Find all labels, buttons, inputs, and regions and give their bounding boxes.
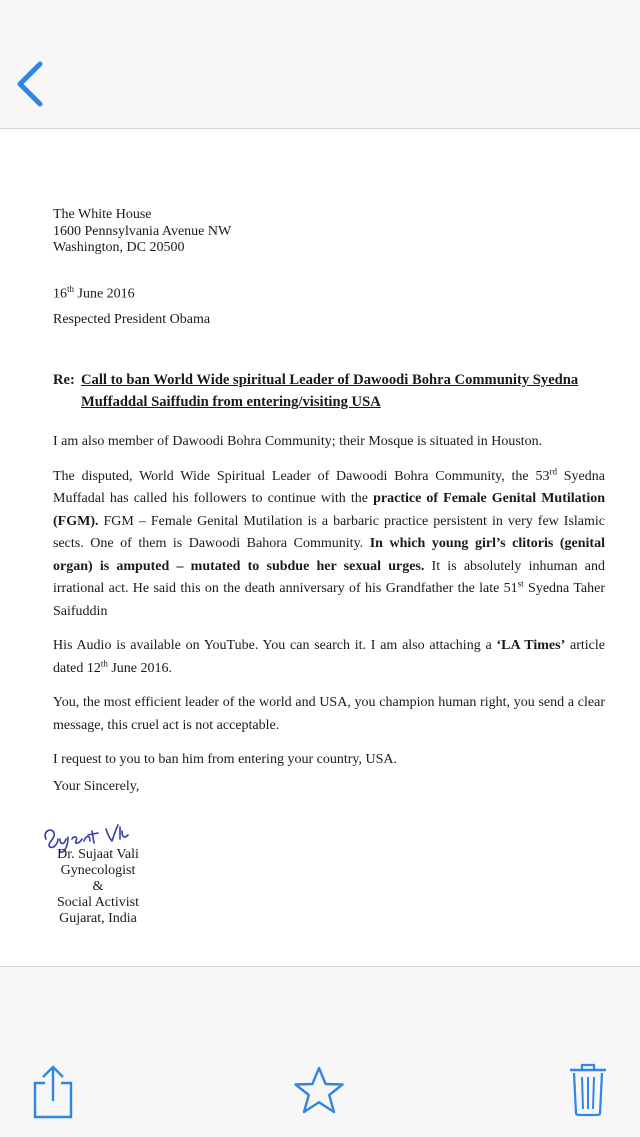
chevron-left-icon — [10, 58, 54, 110]
closing: Your Sincerely, — [53, 779, 140, 794]
recipient-address — [53, 207, 231, 257]
address-line: The White House — [53, 207, 152, 222]
address-line: Washington, DC 20500 — [53, 240, 185, 255]
paragraph-1: I am also member of Dawoodi Bohra Community; their Mosque is situated in Houston. — [53, 434, 543, 449]
top-navigation-bar — [0, 0, 640, 129]
address-line: 1600 Pennsylvania Avenue NW — [53, 223, 232, 239]
salutation: Respected President Obama — [53, 312, 211, 327]
signer-role: Social Activist — [56, 895, 140, 910]
signer-title: Gynecologist — [60, 863, 136, 878]
letter-document — [0, 129, 640, 965]
share-icon — [31, 1063, 75, 1119]
paragraph-3: His Audio is available on YouTube. You can search it. I am also attaching a ‘LA Times’ article dated 12th June 2016. — [53, 638, 605, 676]
paragraph-2: The disputed, World Wide Spiritual Leader of Dawoodi Bohra Community, the 53rd Syedna Muffadal has called his followers to continue with the practice of Female Genital Mutilation (FGM). FGM – Female Genital Mutilation is a barbaric practice persistent in very few Islamic sects. One of them is Dawoodi Bahora Community. In which young girl’s clitoris (genital organ) is amputed – mutated to subdue her sexual urges. It is absolutely inhuman and irrational act. He said this on the death anniversary of his Grandfather the late 51st Syedna Taher Saifuddin — [53, 465, 605, 619]
signer-details — [53, 847, 143, 927]
delete-button[interactable] — [568, 1063, 608, 1117]
star-icon — [292, 1065, 346, 1117]
subject-text-line1: Call to ban World Wide spiritual Leader of Dawoodi Bohra Community Syedna — [81, 372, 579, 388]
paragraph-5: I request to you to ban him from entering your country, USA. — [53, 752, 397, 767]
paragraph-4: You, the most efficient leader of the world and USA, you champion human right, you send a clear message, this cruel act is not acceptable. — [53, 695, 605, 733]
letter-date: 16th June 2016 — [53, 284, 135, 302]
signer-name: Dr. Sujaat Vali — [57, 847, 139, 862]
trash-icon — [568, 1063, 608, 1117]
signer-location: Gujarat, India — [59, 911, 137, 926]
signer-ampersand: & — [92, 879, 104, 894]
subject-prefix: Re: — [53, 372, 75, 388]
subject-text-line2: Muffaddal Saiffudin from entering/visiting USA — [81, 394, 381, 410]
favorite-button[interactable] — [292, 1065, 346, 1117]
letter-body — [53, 431, 605, 784]
bottom-toolbar — [0, 966, 640, 1137]
back-button[interactable] — [10, 58, 54, 110]
share-button[interactable] — [31, 1063, 75, 1119]
subject-line — [53, 369, 605, 413]
